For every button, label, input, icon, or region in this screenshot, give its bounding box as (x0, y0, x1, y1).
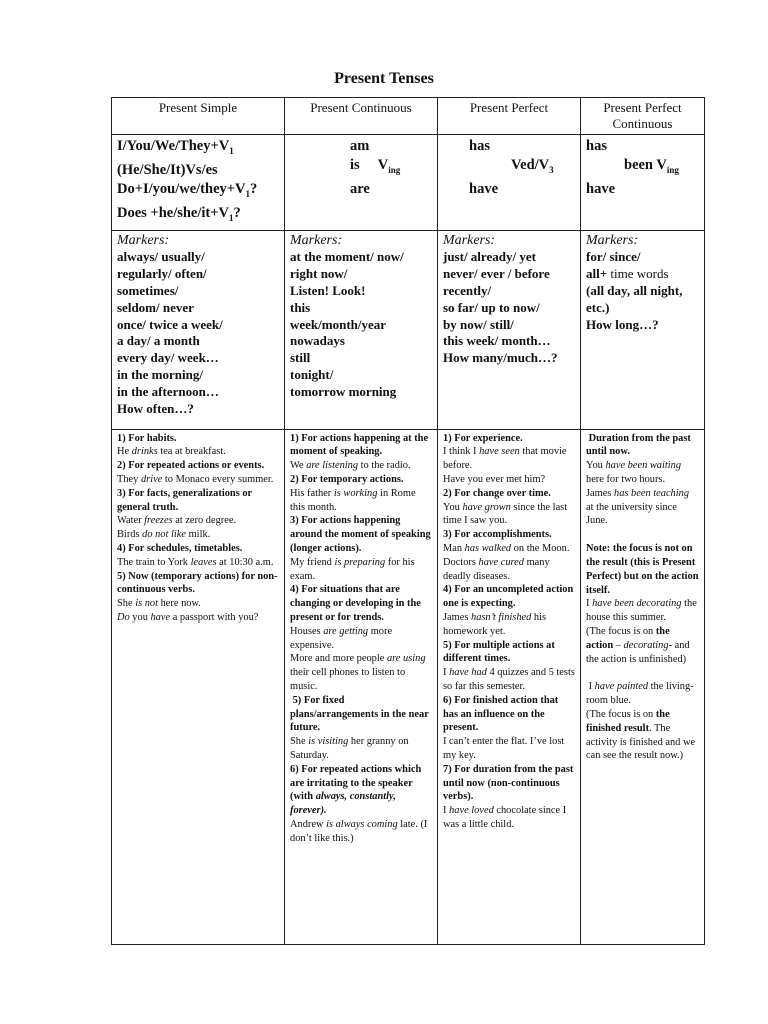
uses-present-perfect: 1) For experience. I think I have seen that movie before. Have you ever met him? 2) For change over time. You have grown since the last time I saw you. 3) For accomplishments. Man has walked on the Moon. Doctors have cured many deadly diseases. 4) For an uncompleted action one is expecting. James hasn’t finished his homework yet. 5) For multiple actions at different times. I have had 4 quizzes and 5 tests so far this semester. 6) For finished action that has an influence on the present. I can’t enter the flat. I’ve lost my key. 7) For duration from the past until now (non-continuous verbs). I have loved chocolate since I was a little child. (438, 429, 581, 944)
form-row (112, 135, 705, 231)
markers-present-perfect-continuous: Markers: for/ since/ all+ time words (all day, all night, etc.) How long…? (581, 230, 705, 429)
form-present-perfect-continuous: has been $V_{ing}$ have (581, 135, 705, 231)
markers-present-simple: Markers: always/ usually/ regularly/ often/ sometimes/ seldom/ never once/ twice a week/ a day/ a month every day/ week… in the morning/ in the afternoon… How often…? (112, 230, 285, 429)
uses-present-continuous: 1) For actions happening at the moment of speaking. We are listening to the radio. 2) For temporary actions. His father is working in Rome this month. 3) For actions happening around the moment of speaking (longer actions). My friend is preparing for his exam. 4) For situations that are changing or developing in the present or for trends. Houses are getting more expensive. More and more people are using their cell phones to listen to music. 5) For fixed plans/arrangements in the near future. She is visiting her granny on Saturday. 6) For repeated actions which are irritating to the speaker (with always, constantly, forever). Andrew is always coming late. (I don’t like this.) (285, 429, 438, 944)
header-present-continuous: Present Continuous (285, 98, 438, 135)
form-present-continuous: am is $V_{ing}$ are (285, 135, 438, 231)
header-present-perfect-continuous: Present Perfect Continuous (581, 98, 705, 135)
header-present-simple: Present Simple (112, 98, 285, 135)
form-present-perfect: has Ved/$V_3$ have (438, 135, 581, 231)
uses-present-perfect-continuous: Duration from the past until now. You have been waiting here for two hours. James has been teaching at the university since June. Note: the focus is not on the result (this is Present Perfect) but on the action itself. I have been decorating the house this summer. (The focus is on the action – decorating- and the action is unfinished) I have painted the living-room blue. (The focus is on the finished result. The activity is finished and we can see the result now.) (581, 429, 705, 944)
header-row (112, 98, 705, 135)
tenses-table (111, 97, 705, 945)
markers-present-continuous: Markers: at the moment/ now/ right now/ Listen! Look! this week/month/year nowadays still tonight/ tomorrow morning (285, 230, 438, 429)
uses-present-simple: 1) For habits. He drinks tea at breakfast. 2) For repeated actions or events. They drive to Monaco every summer. 3) For facts, generalizations or general truth. Water freezes at zero degree. Birds do not like milk. 4) For schedules, timetables. The train to York leaves at 10:30 a.m. 5) Now (temporary actions) for non-continuous verbs. She is not here now. Do you have a passport with you? (112, 429, 285, 944)
form-present-simple: $I/You/We/They+V_1$ (He/She/It)Vs/es $Do+I/you/we/they+V_1$? Does $+he/she/it+V_1$? (112, 135, 285, 231)
markers-row (112, 230, 705, 429)
markers-present-perfect: Markers: just/ already/ yet never/ ever / before recently/ so far/ up to now/ by now/ still/ this week/ month… How many/much…? (438, 230, 581, 429)
page-title: Present Tenses (334, 70, 434, 87)
header-present-perfect: Present Perfect (438, 98, 581, 135)
uses-row (112, 429, 705, 944)
